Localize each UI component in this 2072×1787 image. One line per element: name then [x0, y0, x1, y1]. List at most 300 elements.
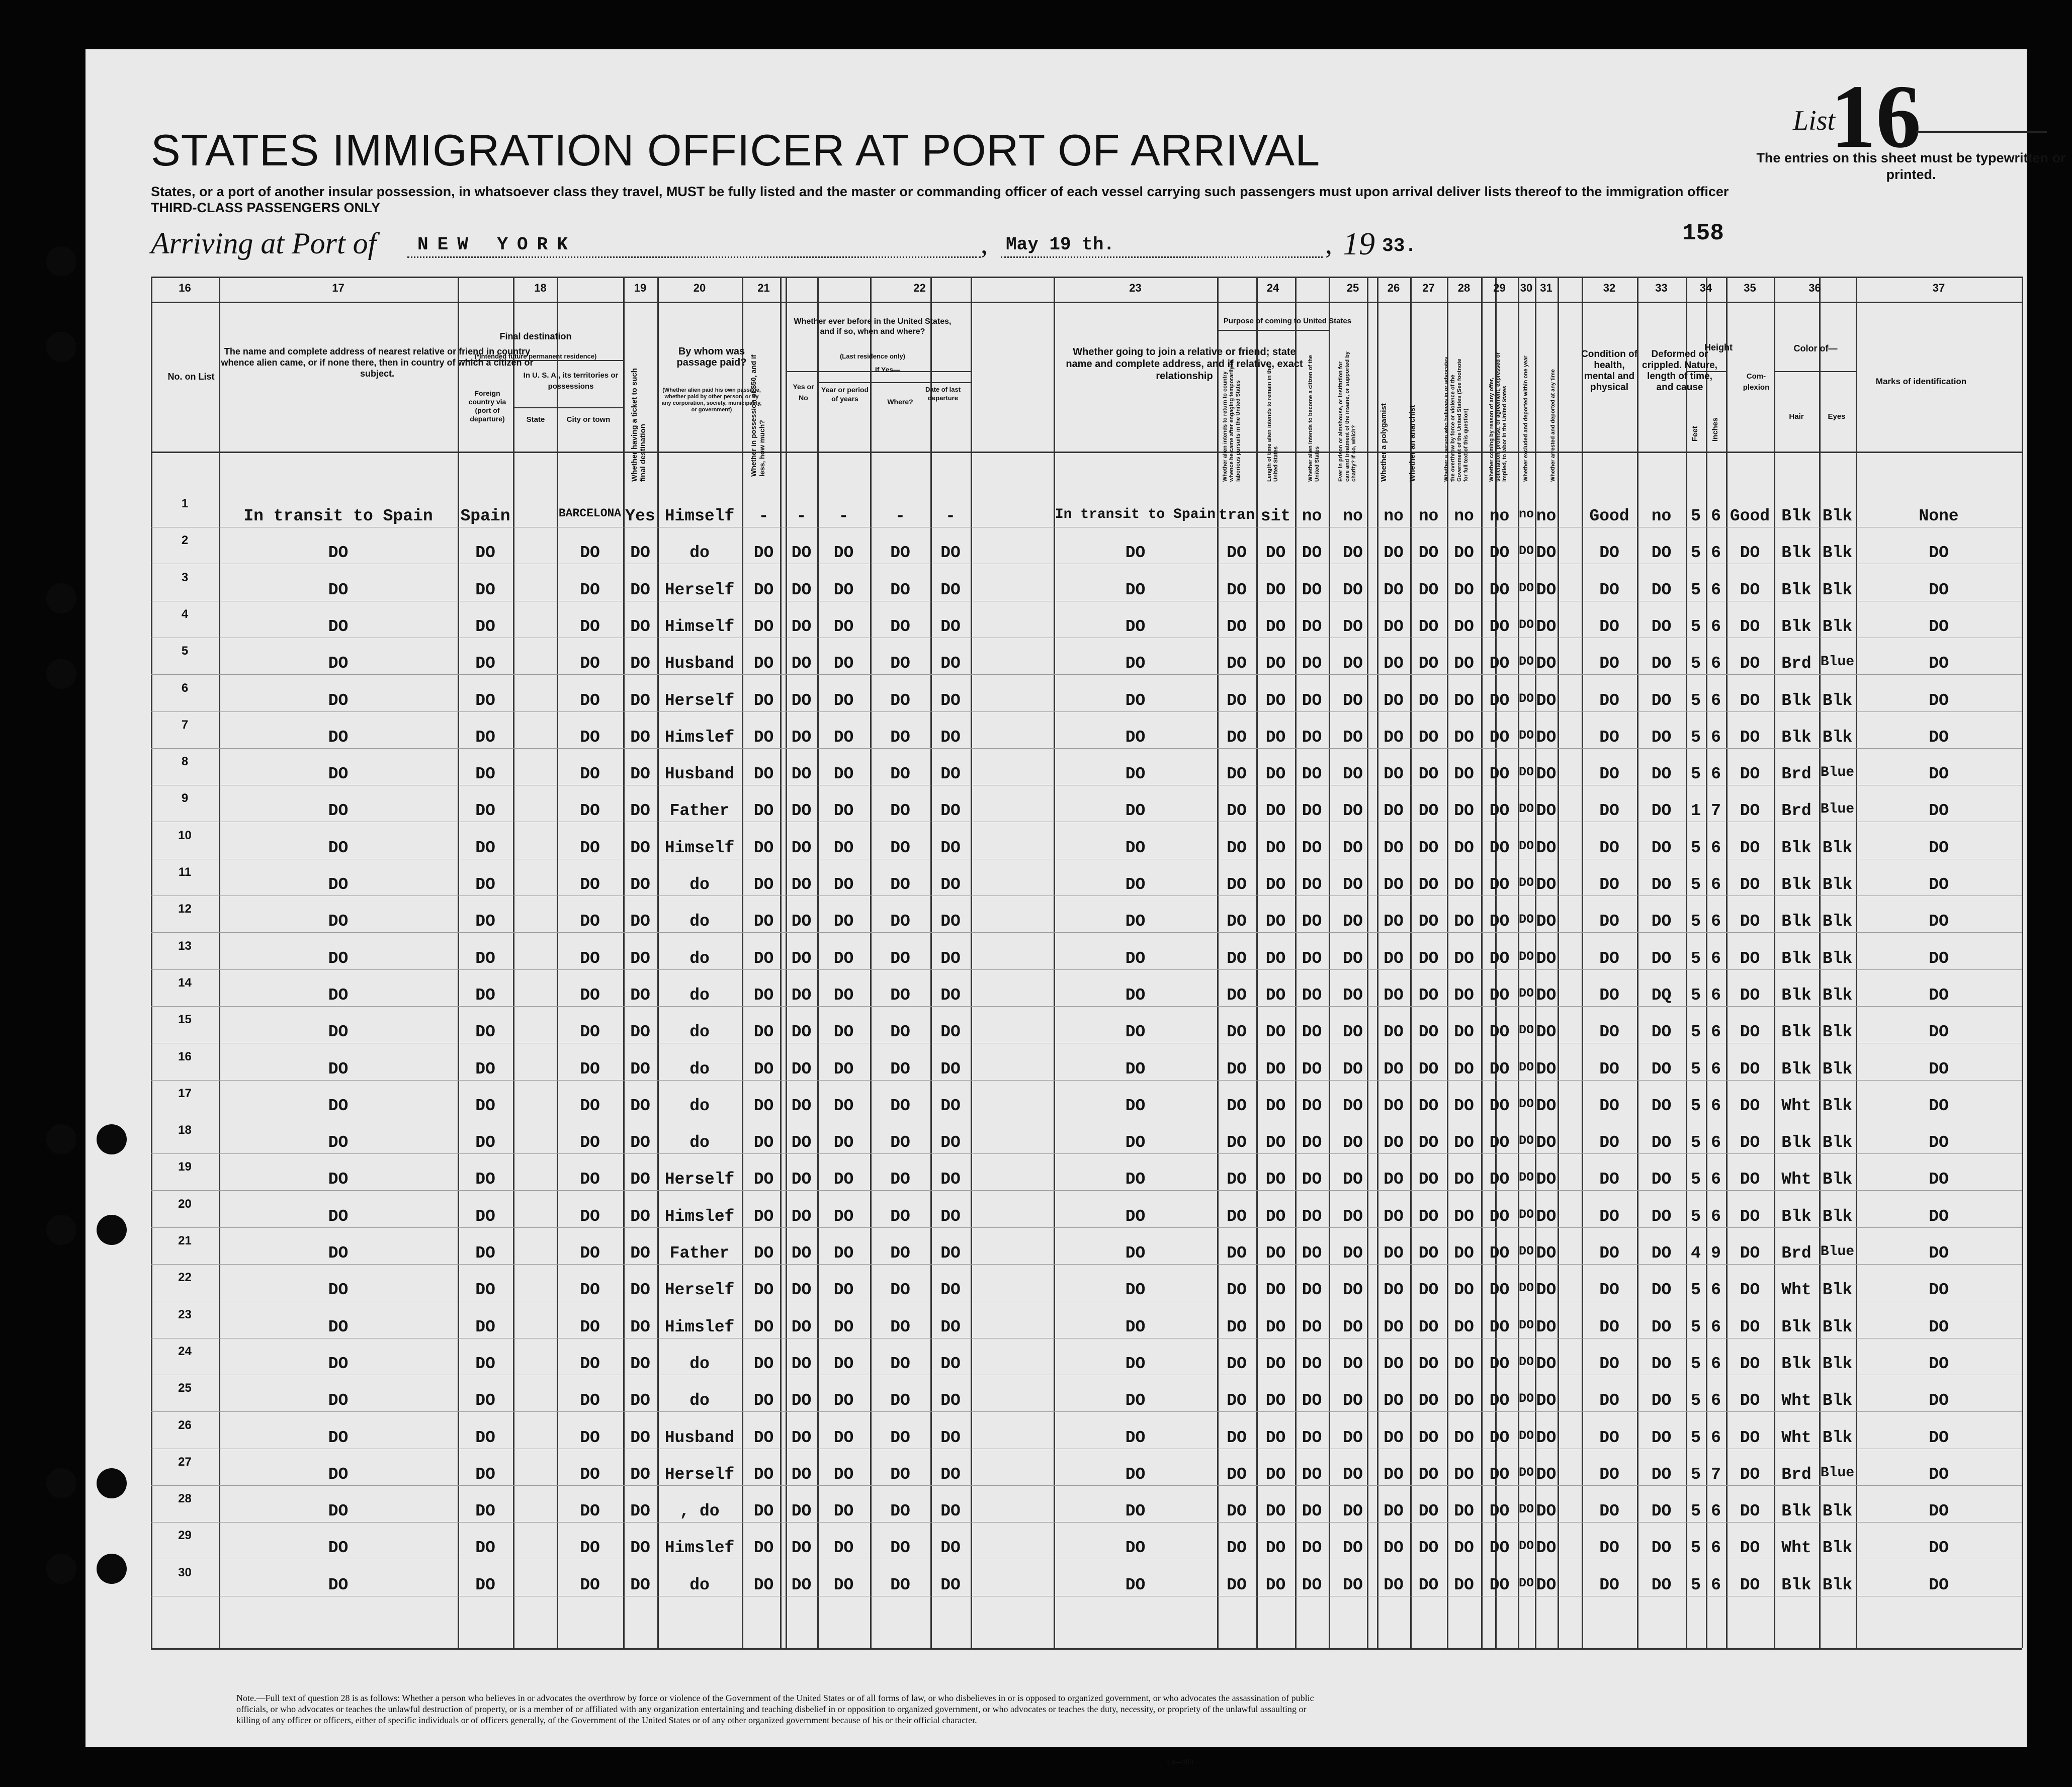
cell-hair: Blk	[1781, 1317, 1811, 1336]
cell-c22a: DO	[791, 912, 812, 931]
cell-c24b: DO	[1265, 728, 1286, 747]
cell-c31: DO	[1536, 801, 1557, 821]
cell-c23: DO	[1125, 617, 1146, 636]
cell-c23: DO	[1125, 1539, 1146, 1558]
punch-hole	[97, 1124, 127, 1154]
cell-c37: DO	[1929, 801, 1949, 821]
cell-c23: DO	[1125, 1244, 1146, 1263]
cell-c18a: DO	[475, 654, 495, 673]
cell-c32: DO	[1599, 1023, 1619, 1042]
cell-c32: DO	[1599, 544, 1619, 563]
cell-c23: DO	[1125, 1391, 1146, 1410]
cell-c31: DO	[1536, 1207, 1557, 1226]
cell-c29: DO	[1489, 1317, 1510, 1336]
cell-c32: DO	[1599, 1281, 1619, 1300]
cell-c26: DO	[1384, 1539, 1404, 1558]
cell-c32: DO	[1599, 986, 1619, 1005]
cell-c18c: DO	[580, 1502, 600, 1521]
cell-hair: Brd	[1781, 654, 1811, 673]
cell-c37: DO	[1929, 544, 1949, 563]
cell-c27: DO	[1418, 765, 1439, 784]
cell-c19: DO	[630, 691, 650, 710]
subheader-rule	[1217, 330, 1329, 331]
cell-c24a: DO	[1227, 1023, 1247, 1042]
cell-c31: DO	[1536, 617, 1557, 636]
cell-c35: DO	[1740, 1354, 1760, 1373]
cell-c24b: DO	[1265, 1428, 1286, 1447]
cell-c29: DO	[1489, 1059, 1510, 1079]
cell-eyes: Blk	[1822, 507, 1853, 525]
cell-c26: DO	[1384, 1023, 1404, 1042]
cell-c35: DO	[1740, 1391, 1760, 1410]
cell-ft: 5	[1691, 875, 1701, 894]
cell-c18c: DO	[580, 544, 600, 563]
row-rule	[151, 1411, 2022, 1412]
cell-c22b: DO	[833, 1428, 854, 1447]
cell-c35: DO	[1740, 1465, 1760, 1484]
cell-ft: 5	[1691, 617, 1701, 636]
cell-c22c: DO	[890, 1391, 910, 1410]
cell-c22c: DO	[890, 1096, 910, 1115]
cell-c24a: DO	[1227, 838, 1247, 857]
separator: ,	[981, 229, 988, 260]
cell-c24c: DO	[1302, 1170, 1322, 1189]
cell-c26: DO	[1384, 1354, 1404, 1373]
entry-instructions: The entries on this sheet must be typewritten or printed.	[1756, 150, 2066, 182]
cell-c18c: DO	[580, 838, 600, 857]
cell-c20: do	[689, 1023, 710, 1042]
cell-c19: DO	[630, 544, 650, 563]
cell-c27: DO	[1418, 691, 1439, 710]
cell-c29: DO	[1489, 1428, 1510, 1447]
cell-c25: DO	[1343, 580, 1363, 599]
header-usa: In U. S. A., its territories or possessions	[523, 371, 619, 391]
cell-in: 6	[1711, 1170, 1721, 1189]
cell-c22d: DO	[940, 1133, 961, 1152]
header-date-departure: Date of last departure	[925, 386, 961, 402]
cell-ft: 5	[1691, 1354, 1701, 1373]
header-purpose-citizen: Whether alien intends to become a citizen of the United States	[1308, 355, 1320, 482]
cell-c22d: DO	[940, 1317, 961, 1336]
cell-c18c: DO	[580, 1059, 600, 1079]
cell-ft: 5	[1691, 1575, 1701, 1594]
cell-c37: DO	[1929, 728, 1949, 747]
cell-c24c: DO	[1302, 949, 1322, 968]
cell-in: 6	[1711, 580, 1721, 599]
cell-c30: DO	[1518, 1317, 1534, 1332]
cell-hair: Blk	[1781, 1207, 1811, 1226]
cell-eyes: Blk	[1822, 617, 1853, 636]
cell-c20: do	[689, 1059, 710, 1079]
cell-c27: DO	[1418, 580, 1439, 599]
cell-c30: DO	[1518, 1207, 1534, 1222]
cell-c23: DO	[1125, 1317, 1146, 1336]
cell-c31: DO	[1536, 949, 1557, 968]
cell-c25: DO	[1343, 728, 1363, 747]
cell-c30: DO	[1518, 1391, 1534, 1406]
cell-c30: DO	[1518, 1096, 1534, 1111]
row-rule	[151, 748, 2022, 749]
cell-c28: DO	[1454, 1575, 1474, 1594]
cell-ft: 5	[1691, 1281, 1701, 1300]
cell-c29: DO	[1489, 1539, 1510, 1558]
cell-c29: DO	[1489, 544, 1510, 563]
cell-c24c: no	[1302, 507, 1322, 525]
cell-c31: DO	[1536, 765, 1557, 784]
header-question-30: Whether excluded and deported within one year	[1523, 355, 1529, 482]
cell-c22c: DO	[890, 765, 910, 784]
cell-c24b: DO	[1265, 1391, 1286, 1410]
cell-c31: DO	[1536, 1281, 1557, 1300]
cell-hair: Blk	[1781, 580, 1811, 599]
cell-c22d: DO	[940, 1575, 961, 1594]
cell-c17: DO	[328, 912, 349, 931]
cell-in: 6	[1711, 1502, 1721, 1521]
cell-eyes: Blk	[1822, 1059, 1853, 1079]
cell-c24c: DO	[1302, 912, 1322, 931]
cell-c24c: DO	[1302, 1133, 1322, 1152]
cell-c28: DO	[1454, 1502, 1474, 1521]
cell-c20: Himslef	[664, 728, 735, 747]
cell-c21: DO	[753, 1502, 774, 1521]
cell-c26: DO	[1384, 986, 1404, 1005]
cell-c30: DO	[1518, 1502, 1534, 1517]
cell-c22a: DO	[791, 838, 812, 857]
column-number: 35	[1744, 282, 1756, 294]
row-number: 24	[178, 1344, 192, 1358]
cell-c33: DQ	[1651, 986, 1672, 1005]
cell-eyes: Blk	[1822, 1096, 1853, 1115]
cell-c33: DO	[1651, 1465, 1672, 1484]
cell-ft: 5	[1691, 1317, 1701, 1336]
row-number: 27	[178, 1455, 192, 1469]
cell-c19: DO	[630, 912, 650, 931]
cell-c35: DO	[1740, 765, 1760, 784]
cell-c19: DO	[630, 838, 650, 857]
cell-c24b: DO	[1265, 765, 1286, 784]
cell-c22a: DO	[791, 875, 812, 894]
cell-c26: DO	[1384, 875, 1404, 894]
cell-c22b: DO	[833, 912, 854, 931]
cell-hair: Blk	[1781, 544, 1811, 563]
list-label: List	[1793, 105, 1836, 136]
cell-c20: Himself	[664, 507, 735, 525]
cell-c24a: DO	[1227, 1281, 1247, 1300]
row-number: 13	[178, 939, 192, 953]
cell-c29: DO	[1489, 580, 1510, 599]
cell-c24b: DO	[1265, 544, 1286, 563]
cell-in: 6	[1711, 1354, 1721, 1373]
cell-c19: DO	[630, 1244, 650, 1263]
row-number: 22	[178, 1271, 192, 1285]
cell-c21: DO	[753, 654, 774, 673]
cell-hair: Blk	[1781, 1023, 1811, 1042]
cell-c22a: DO	[791, 1317, 812, 1336]
cell-c24b: DO	[1265, 1502, 1286, 1521]
punch-hole	[46, 1215, 76, 1245]
cell-c28: DO	[1454, 986, 1474, 1005]
cell-c23: DO	[1125, 765, 1146, 784]
cell-c22a: DO	[791, 1059, 812, 1079]
cell-c21: DO	[753, 1539, 774, 1558]
punch-hole	[46, 583, 76, 613]
cell-c31: DO	[1536, 1428, 1557, 1447]
cell-c21: DO	[753, 1391, 774, 1410]
cell-c22a: DO	[791, 1428, 812, 1447]
cell-c22c: DO	[890, 1133, 910, 1152]
cell-c27: DO	[1418, 1244, 1439, 1263]
cell-c18c: DO	[580, 765, 600, 784]
cell-c32: DO	[1599, 617, 1619, 636]
cell-in: 6	[1711, 765, 1721, 784]
cell-c22b: DO	[833, 1317, 854, 1336]
cell-c24a: DO	[1227, 765, 1247, 784]
footnote-question-28: Note.—Full text of question 28 is as follows: Whether a person who believes in or advocates the overthrow by force or violence of the Government of the United States or of all forms of law, or who disbelieves in or is opposed to organized government, or who advocates the assassination of public officials, or who advocates or teaches the unlawful destruction of property, or is a member of or affiliated with any organization entertaining and teaching disbelief in or opposition to organized government, or who advocates or teaches the duty, necessity, or propriety of the unlawful assaulting or killing of any officer or officers, either of specific individuals or of officers generally, of the Government of the United States or of any other organized government because of his or their official character.	[236, 1693, 1314, 1725]
cell-c23: DO	[1125, 1207, 1146, 1226]
cell-c31: DO	[1536, 1575, 1557, 1594]
cell-c32: DO	[1599, 1096, 1619, 1115]
cell-c18c: DO	[580, 1133, 600, 1152]
cell-c25: DO	[1343, 1096, 1363, 1115]
cell-c18a: DO	[475, 617, 495, 636]
cell-c24a: DO	[1227, 1096, 1247, 1115]
cell-c35: DO	[1740, 801, 1760, 821]
cell-c21: DO	[753, 691, 774, 710]
cell-c18a: DO	[475, 1539, 495, 1558]
cell-c23: DO	[1125, 1133, 1146, 1152]
cell-c18c: DO	[580, 912, 600, 931]
cell-c22d: DO	[940, 1428, 961, 1447]
cell-c28: DO	[1454, 1428, 1474, 1447]
cell-eyes: Blue	[1820, 654, 1855, 670]
cell-c35: DO	[1740, 1317, 1760, 1336]
cell-c28: DO	[1454, 1244, 1474, 1263]
cell-c33: DO	[1651, 544, 1672, 563]
cell-c22b: DO	[833, 1023, 854, 1042]
cell-c24c: DO	[1302, 1391, 1322, 1410]
cell-c33: DO	[1651, 801, 1672, 821]
cell-hair: Blk	[1781, 507, 1811, 525]
cell-c19: DO	[630, 1317, 650, 1336]
cell-c24b: DO	[1265, 1059, 1286, 1079]
cell-c25: DO	[1343, 1391, 1363, 1410]
cell-c22d: DO	[940, 1244, 961, 1263]
cell-c23: DO	[1125, 1096, 1146, 1115]
cell-c24a: DO	[1227, 1133, 1247, 1152]
cell-c19: DO	[630, 801, 650, 821]
cell-c32: DO	[1599, 1354, 1619, 1373]
cell-in: 6	[1711, 1317, 1721, 1336]
cell-c20: Himself	[664, 838, 735, 857]
cell-c25: DO	[1343, 1244, 1363, 1263]
cell-c23: DO	[1125, 1170, 1146, 1189]
cell-c18c: DO	[580, 1354, 600, 1373]
cell-eyes: Blk	[1822, 949, 1853, 968]
cell-c22b: DO	[833, 1281, 854, 1300]
cell-c22b: DO	[833, 1575, 854, 1594]
cell-hair: Wht	[1781, 1281, 1811, 1300]
cell-c19: DO	[630, 1502, 650, 1521]
cell-c24c: DO	[1302, 875, 1322, 894]
cell-c24b: DO	[1265, 1170, 1286, 1189]
cell-c18a: DO	[475, 1096, 495, 1115]
cell-c31: DO	[1536, 1244, 1557, 1263]
cell-c28: DO	[1454, 544, 1474, 563]
cell-c28: DO	[1454, 1391, 1474, 1410]
cell-c22c: DO	[890, 728, 910, 747]
row-rule	[151, 1227, 2022, 1228]
cell-c22b: DO	[833, 875, 854, 894]
cell-c23: DO	[1125, 691, 1146, 710]
row-number: 10	[178, 828, 192, 842]
cell-c25: DO	[1343, 1133, 1363, 1152]
cell-ft: 5	[1691, 728, 1701, 747]
cell-c37: DO	[1929, 654, 1949, 673]
cell-c27: DO	[1418, 1502, 1439, 1521]
cell-eyes: Blue	[1820, 1465, 1855, 1481]
cell-c22a: DO	[791, 1391, 812, 1410]
cell-c21: DO	[753, 1059, 774, 1079]
row-number: 19	[178, 1160, 192, 1174]
cell-c24b: DO	[1265, 1244, 1286, 1263]
cell-c24a: DO	[1227, 1244, 1247, 1263]
row-number: 1	[181, 497, 189, 510]
cell-c28: DO	[1454, 1207, 1474, 1226]
cell-c18c: DO	[580, 1575, 600, 1594]
header-question-29: Whether coming by reason of any offer, solicitation, promise, or agreement, expressed or implied, to labor in the United States	[1489, 352, 1508, 482]
cell-c24a: DO	[1227, 1059, 1247, 1079]
cell-c37: DO	[1929, 617, 1949, 636]
cell-c19: DO	[630, 1281, 650, 1300]
cell-c21: DO	[753, 1170, 774, 1189]
cell-c18c: DO	[580, 986, 600, 1005]
cell-c28: DO	[1454, 1133, 1474, 1152]
punch-hole	[46, 1124, 76, 1154]
cell-c24c: DO	[1302, 801, 1322, 821]
cell-c33: DO	[1651, 1023, 1672, 1042]
cell-c28: DO	[1454, 1170, 1474, 1189]
cell-c18c: DO	[580, 1317, 600, 1336]
cell-c17: DO	[328, 617, 349, 636]
cell-c35: DO	[1740, 1502, 1760, 1521]
cell-c35: DO	[1740, 1133, 1760, 1152]
cell-c28: DO	[1454, 654, 1474, 673]
cell-c29: DO	[1489, 801, 1510, 821]
cell-c33: DO	[1651, 1059, 1672, 1079]
cell-c22d: DO	[940, 1207, 961, 1226]
column-rule	[1558, 277, 1559, 1648]
cell-c24b: DO	[1265, 1354, 1286, 1373]
cell-c24b: DO	[1265, 1465, 1286, 1484]
cell-c33: DO	[1651, 1539, 1672, 1558]
cell-c32: Good	[1589, 507, 1629, 525]
cell-c25: DO	[1343, 1502, 1363, 1521]
cell-c32: DO	[1599, 1170, 1619, 1189]
cell-c24a: DO	[1227, 801, 1247, 821]
cell-c24a: DO	[1227, 1207, 1247, 1226]
column-number: 32	[1603, 282, 1616, 294]
cell-eyes: Blk	[1822, 1354, 1853, 1373]
cell-c22c: DO	[890, 1023, 910, 1042]
cell-c35: Good	[1730, 507, 1770, 525]
cell-hair: Blk	[1781, 1059, 1811, 1079]
cell-c21: DO	[753, 1354, 774, 1373]
cell-c29: DO	[1489, 1207, 1510, 1226]
cell-eyes: Blk	[1822, 691, 1853, 710]
cell-c22b: DO	[833, 986, 854, 1005]
cell-c21: DO	[753, 1575, 774, 1594]
cell-c31: DO	[1536, 1096, 1557, 1115]
cell-c20: do	[689, 912, 710, 931]
row-rule	[151, 674, 2022, 675]
cell-in: 6	[1711, 1207, 1721, 1226]
cell-hair: Blk	[1781, 1133, 1811, 1152]
cell-c37: DO	[1929, 1023, 1949, 1042]
cell-c30: DO	[1518, 654, 1534, 669]
cell-c32: DO	[1599, 1317, 1619, 1336]
cell-c26: DO	[1384, 1317, 1404, 1336]
cell-c17: DO	[328, 1207, 349, 1226]
row-number: 25	[178, 1381, 192, 1395]
cell-c17: DO	[328, 1059, 349, 1079]
cell-c25: DO	[1343, 801, 1363, 821]
column-number: 33	[1655, 282, 1668, 294]
cell-c19: DO	[630, 1539, 650, 1558]
cell-c24b: DO	[1265, 875, 1286, 894]
cell-c20: Herself	[664, 580, 735, 599]
cell-c29: DO	[1489, 654, 1510, 673]
cell-c19: DO	[630, 986, 650, 1005]
cell-c21: DO	[753, 580, 774, 599]
cell-c20: Himself	[664, 617, 735, 636]
header-city: City or town	[566, 415, 611, 424]
cell-eyes: Blk	[1822, 986, 1853, 1005]
cell-c24c: DO	[1302, 1354, 1322, 1373]
cell-c22a: DO	[791, 1502, 812, 1521]
cell-c22c: DO	[890, 1575, 910, 1594]
cell-in: 6	[1711, 691, 1721, 710]
column-rule	[151, 277, 152, 1648]
cell-c21: DO	[753, 544, 774, 563]
cell-c21: DO	[753, 765, 774, 784]
cell-c22d: DO	[940, 1281, 961, 1300]
cell-c29: DO	[1489, 949, 1510, 968]
header-color-of: Color of—	[1793, 343, 1838, 353]
cell-c22d: DO	[940, 1059, 961, 1079]
cell-eyes: Blue	[1820, 765, 1855, 781]
cell-c25: DO	[1343, 617, 1363, 636]
cell-c33: DO	[1651, 580, 1672, 599]
cell-in: 6	[1711, 1133, 1721, 1152]
cell-c21: DO	[753, 1133, 774, 1152]
cell-c18c: DO	[580, 949, 600, 968]
cell-c32: DO	[1599, 801, 1619, 821]
cell-c17: DO	[328, 1133, 349, 1152]
header-rule	[151, 1648, 2022, 1650]
cell-c22c: DO	[890, 654, 910, 673]
cell-c18c: DO	[580, 801, 600, 821]
cell-c18c: DO	[580, 728, 600, 747]
row-rule	[151, 932, 2022, 933]
cell-c30: DO	[1518, 1428, 1534, 1443]
cell-c17: DO	[328, 1244, 349, 1263]
cell-c18c: DO	[580, 1281, 600, 1300]
cell-c22c: DO	[890, 838, 910, 857]
cell-c33: no	[1651, 507, 1672, 525]
cell-c24c: DO	[1302, 580, 1322, 599]
cell-c18a: DO	[475, 728, 495, 747]
cell-c35: DO	[1740, 1575, 1760, 1594]
